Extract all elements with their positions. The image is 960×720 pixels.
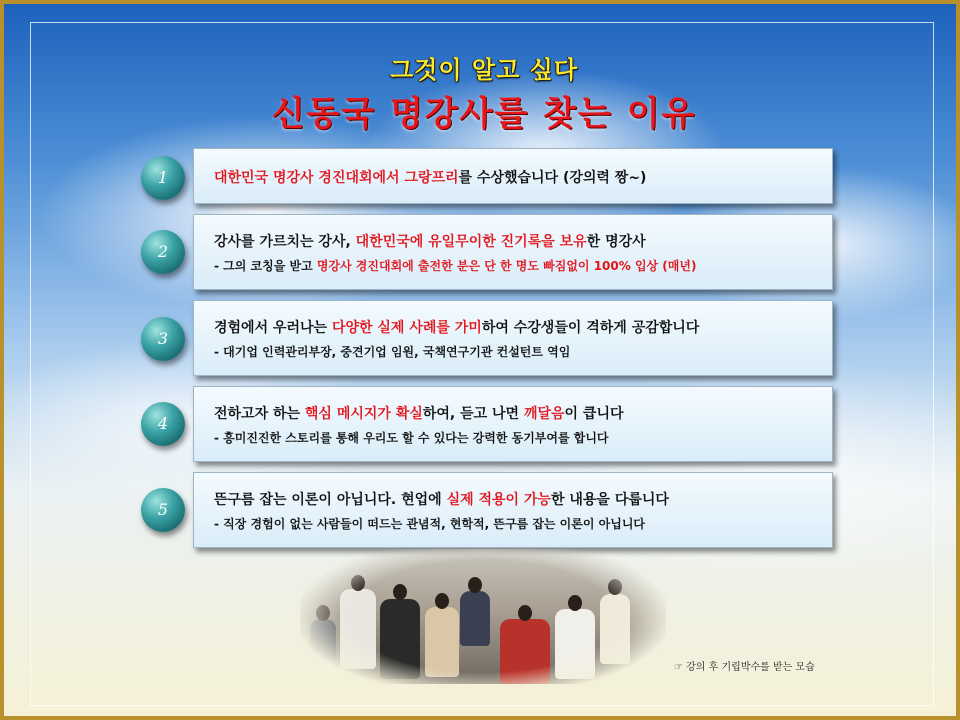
plain-text: 경험에서 우러나는 — [214, 320, 332, 336]
item-number-badge: 1 — [141, 156, 185, 200]
highlight-text: 핵심 메시지가 확실 — [304, 406, 423, 422]
plain-text: 한 내용을 다룹니다 — [550, 492, 669, 508]
plain-text: 이 큽니다 — [564, 406, 624, 422]
reason-box — [193, 148, 833, 204]
plain-text: - 흥미진진한 스토리를 통해 우리도 할 수 있다는 강력한 동기부여를 합니다 — [214, 431, 609, 445]
plain-text: 하여, 듣고 나면 — [422, 406, 524, 422]
plain-text: 강사를 가르치는 강사, — [214, 234, 356, 250]
photo-caption: ☞ 강의 후 기립박수를 받는 모습 — [674, 662, 815, 673]
plain-text: 뜬구름 잡는 이론이 아닙니다. 현업에 — [214, 492, 447, 508]
reason-box — [193, 214, 833, 290]
plain-text: 전하고자 하는 — [214, 406, 305, 422]
item-number-badge: 4 — [141, 402, 185, 446]
reason-detail-text — [214, 429, 812, 446]
highlight-text: 다양한 실제 사례를 가미 — [331, 320, 482, 336]
plain-text: - 대기업 인력관리부장, 중견기업 임원, 국책연구기관 컨설턴트 역임 — [214, 345, 571, 359]
item-number-badge: 3 — [141, 317, 185, 361]
reason-box — [193, 386, 833, 462]
plain-text: 한 명강사 — [586, 234, 646, 250]
plain-text: 를 수상했습니다 (강의력 짱~) — [458, 170, 647, 186]
plain-text: - 직장 경험이 없는 사람들이 떠드는 관념적, 현학적, 뜬구름 잡는 이론이 아닙니다 — [214, 517, 645, 531]
plain-text: 하여 수강생들이 격하게 공감합니다 — [481, 320, 700, 336]
lecture-photo — [300, 549, 666, 684]
reason-main-text — [214, 403, 812, 423]
reason-main-text — [214, 317, 812, 337]
reason-box — [193, 472, 833, 548]
reason-detail-text — [214, 515, 812, 532]
highlight-text: 깨달음 — [523, 406, 565, 422]
reason-main-text — [214, 231, 812, 251]
slide-subtitle: 그것이 알고 싶다 — [390, 56, 578, 84]
plain-text: - 그의 코칭을 받고 — [214, 259, 317, 273]
reason-main-text — [214, 167, 812, 187]
highlight-text: 실제 적용이 가능 — [446, 492, 551, 508]
item-number-badge: 5 — [141, 488, 185, 532]
reason-box — [193, 300, 833, 376]
slide-title: 신동국 명강사를 찾는 이유 — [271, 94, 697, 134]
highlight-text: 명강사 경진대회에 출전한 분은 단 한 명도 빠짐없이 100% 입상 (매년) — [316, 259, 697, 273]
reason-main-text — [214, 489, 812, 509]
reason-detail-text — [214, 257, 812, 274]
item-number-badge: 2 — [141, 230, 185, 274]
reason-detail-text — [214, 343, 812, 360]
highlight-text: 대한민국 명강사 경진대회에서 그랑프리 — [214, 170, 459, 186]
highlight-text: 대한민국에 유일무이한 진기록을 보유 — [355, 234, 587, 250]
